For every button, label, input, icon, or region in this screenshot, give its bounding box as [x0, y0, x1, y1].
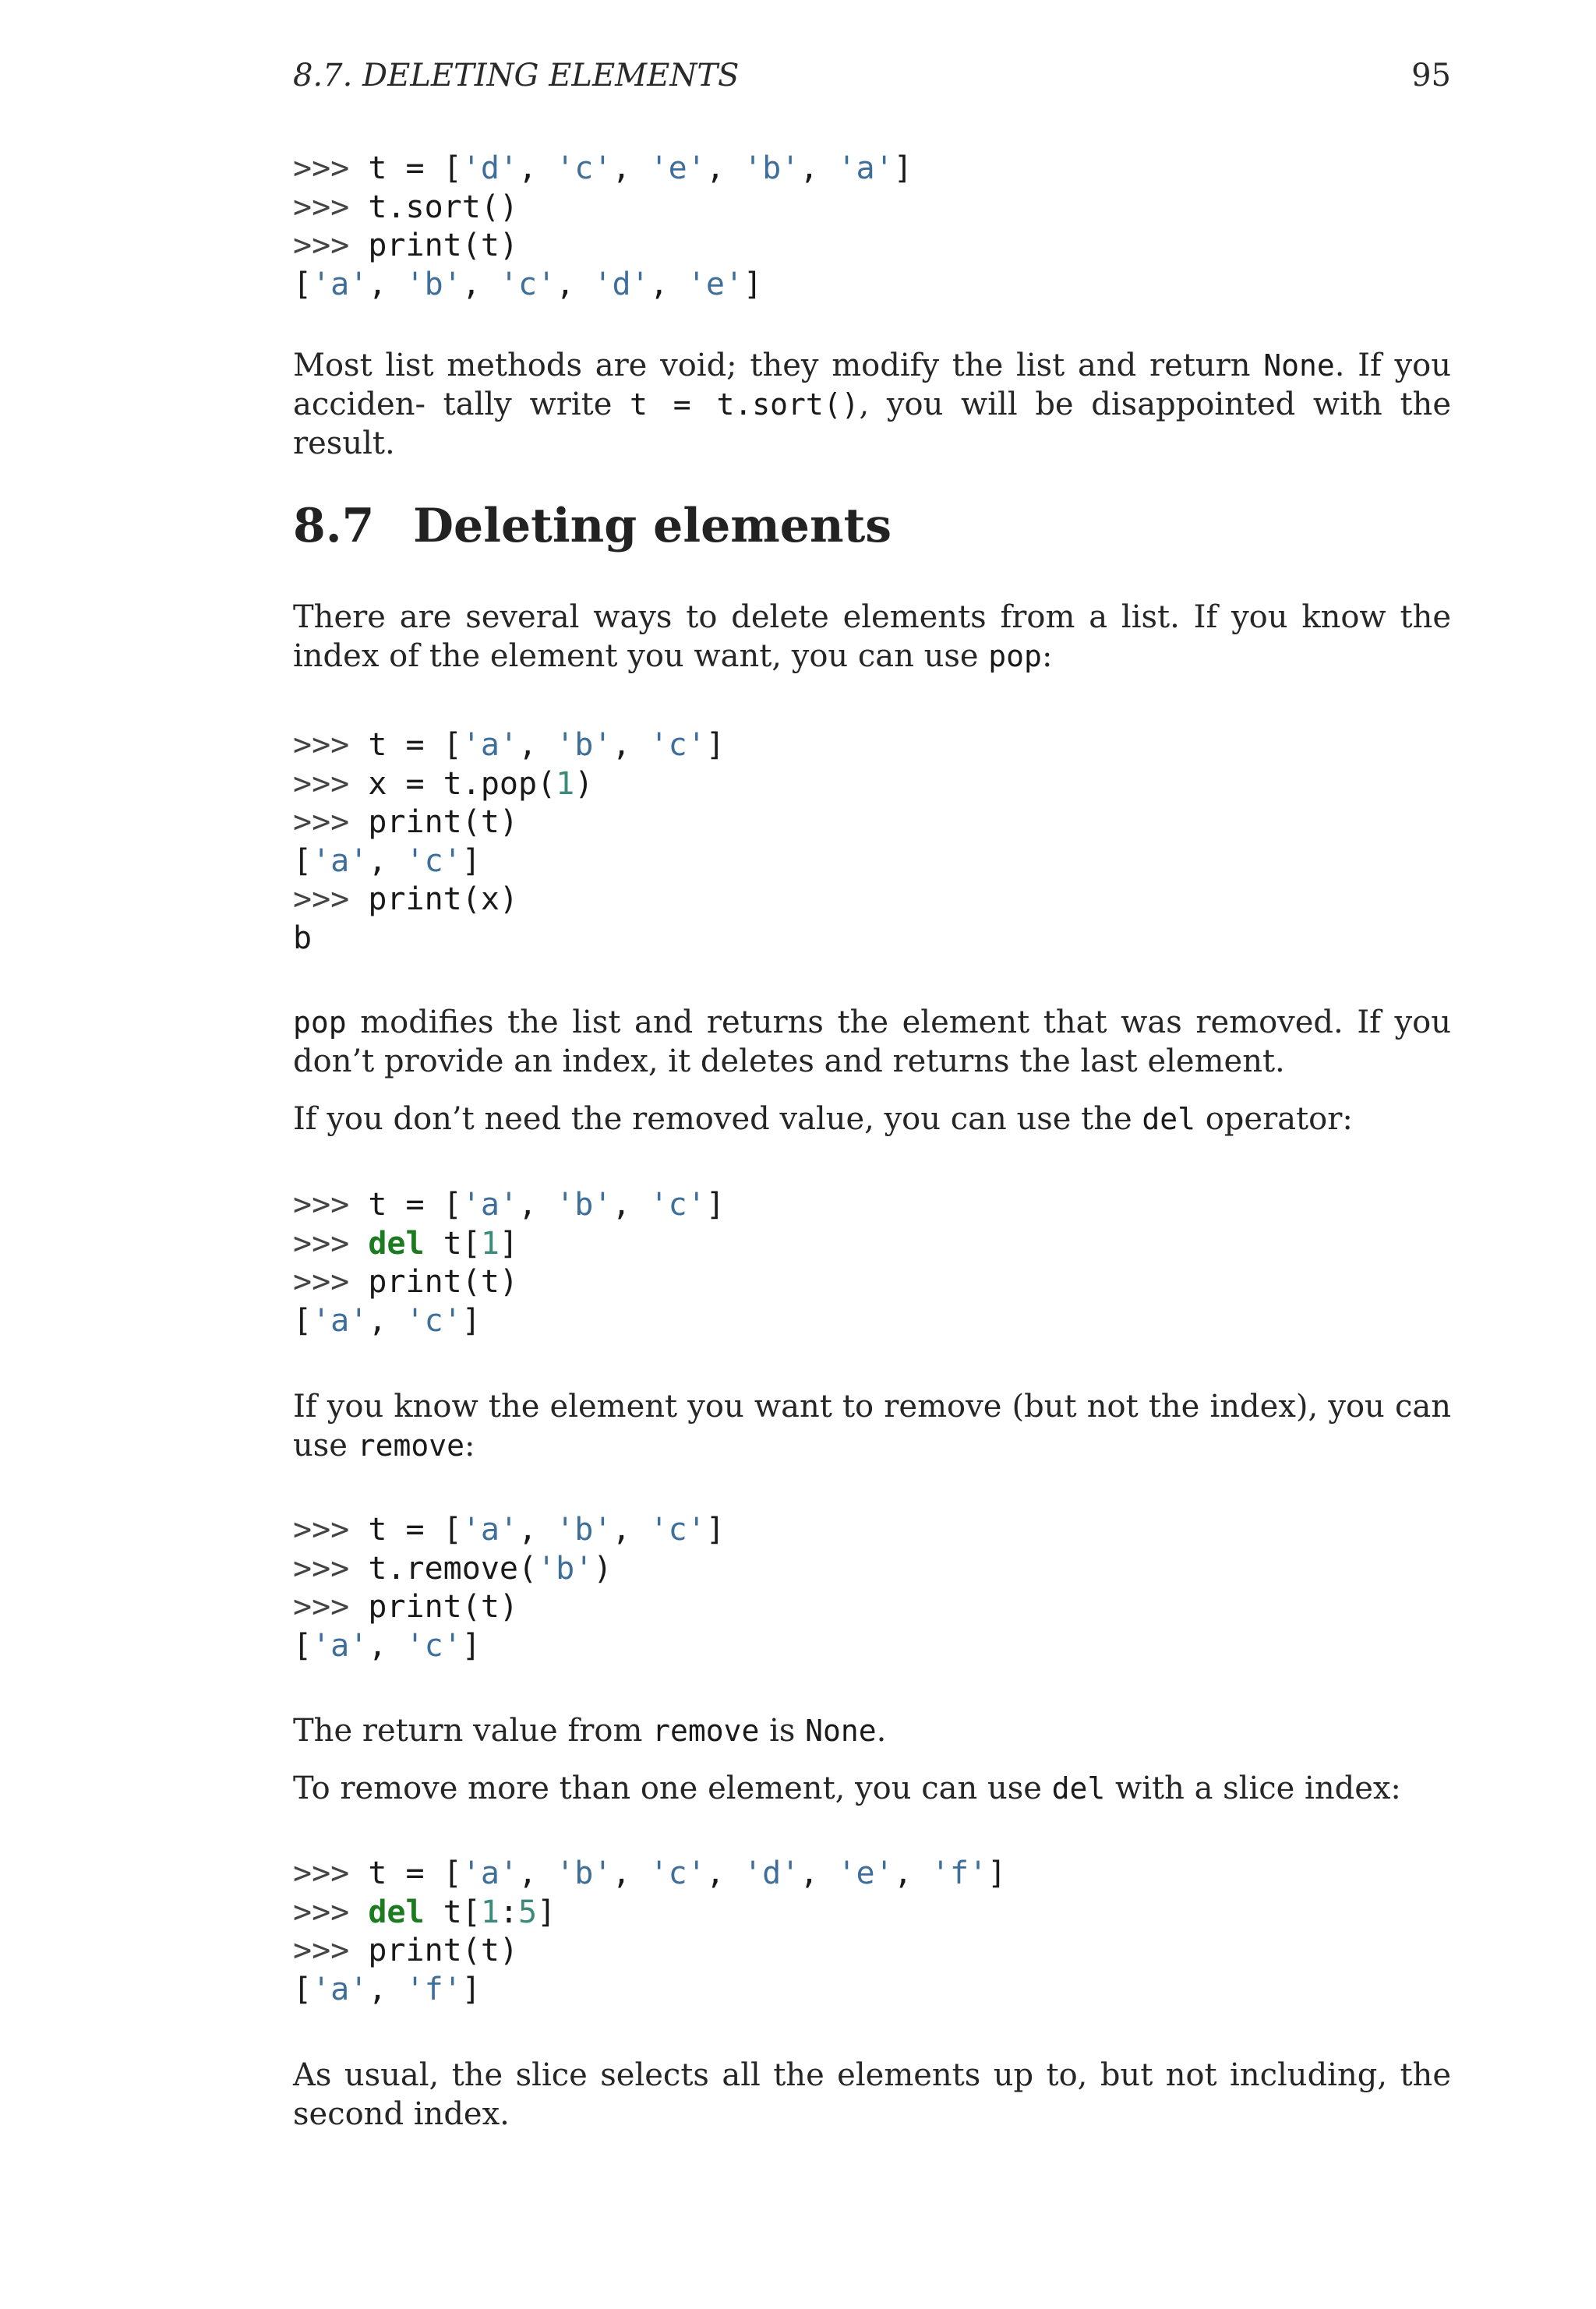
code-token: x = t.pop(: [368, 765, 556, 802]
code-line: [293, 189, 913, 228]
section-heading: [293, 499, 892, 553]
code-token: 'a': [312, 1627, 369, 1664]
paragraph-text: is: [759, 1713, 806, 1749]
code-token: 5: [518, 1894, 538, 1930]
paragraph: [293, 1387, 1451, 1465]
inline-code: del: [1051, 1771, 1106, 1806]
code-token: ]: [893, 150, 913, 186]
code-token: t = [: [368, 1187, 462, 1223]
code-line: [293, 920, 725, 959]
code-line: [293, 227, 913, 266]
code-token: >>>: [293, 765, 369, 802]
paragraph-text: If you don’t need the removed value, you can use the: [293, 1101, 1142, 1137]
code-token: ,: [800, 1855, 838, 1891]
code-token: print(t): [368, 1264, 518, 1300]
section-title: Deleting elements: [413, 499, 892, 553]
code-token: 'a': [837, 150, 894, 186]
code-token: 'a': [312, 842, 369, 879]
code-token: 'b': [537, 1550, 594, 1587]
paragraph: [293, 1100, 1451, 1139]
code-line: [293, 1588, 725, 1627]
code-token: 'b': [556, 1855, 613, 1891]
code-token: t = [: [368, 1855, 462, 1891]
code-token: t[: [424, 1225, 481, 1262]
code-token: >>>: [293, 228, 369, 263]
code-line: [293, 1263, 725, 1302]
running-title: 8.7. DELETING ELEMENTS: [293, 58, 740, 94]
code-token: 'a': [461, 1855, 518, 1891]
code-token: del: [368, 1894, 425, 1930]
code-token: ,: [705, 150, 744, 186]
code-token: ]: [987, 1855, 1007, 1891]
paragraph-text: , you will be disappointed with the result.: [293, 387, 1451, 461]
paragraph: [293, 1769, 1451, 1808]
code-token: ]: [705, 1187, 725, 1223]
code-token: 'c': [649, 1855, 706, 1891]
code-token: 'a': [461, 1187, 518, 1223]
code-token: ,: [705, 1855, 744, 1891]
code-line: [293, 1302, 725, 1341]
paragraph-text: operator:: [1195, 1101, 1353, 1137]
code-line: [293, 1932, 1006, 1971]
paragraph: [293, 1003, 1451, 1081]
code-line: [293, 1894, 1006, 1933]
code-token: >>>: [293, 1550, 369, 1587]
code-line: [293, 803, 725, 842]
running-header: [293, 58, 1451, 94]
code-token: 'f': [405, 1971, 462, 2007]
code-token: >>>: [293, 1512, 369, 1548]
inline-code: remove: [652, 1714, 760, 1748]
code-block: [293, 1855, 1006, 2009]
code-token: [: [293, 1302, 312, 1339]
code-token: >>>: [293, 1894, 369, 1930]
code-token: ]: [705, 727, 725, 763]
code-block: [293, 726, 725, 958]
page-number: 95: [1411, 58, 1451, 94]
code-token: 'b': [743, 150, 800, 186]
code-token: ,: [461, 266, 500, 302]
code-token: ,: [612, 727, 650, 763]
code-token: >>>: [293, 1264, 369, 1300]
code-token: 'd': [743, 1855, 800, 1891]
code-line: [293, 1225, 725, 1264]
code-token: 'c': [405, 1302, 462, 1339]
code-token: >>>: [293, 1855, 369, 1891]
code-token: ]: [743, 266, 763, 302]
code-token: ,: [518, 1187, 556, 1223]
inline-code: del: [1142, 1102, 1195, 1136]
code-block: [293, 1186, 725, 1340]
code-token: b: [293, 920, 312, 956]
code-token: ]: [499, 1225, 519, 1262]
inline-code: pop: [293, 1005, 347, 1040]
code-token: >>>: [293, 1933, 369, 1968]
code-line: [293, 1186, 725, 1225]
paragraph-text: Most list methods are void; they modify the list and return: [293, 348, 1264, 383]
paragraph: [293, 598, 1451, 676]
code-token: ,: [368, 1302, 406, 1339]
code-token: 'b': [556, 1187, 613, 1223]
code-token: 'c': [649, 727, 706, 763]
code-token: 'b': [405, 266, 462, 302]
code-token: 1: [556, 765, 575, 802]
code-block: [293, 150, 913, 304]
code-block: [293, 1511, 725, 1665]
code-token: [: [293, 1971, 312, 2007]
code-token: 'c': [649, 1187, 706, 1223]
code-token: del: [368, 1225, 425, 1262]
code-token: 'c': [405, 842, 462, 879]
code-token: 'd': [461, 150, 518, 186]
code-token: :: [499, 1894, 519, 1930]
code-token: 1: [480, 1894, 500, 1930]
code-token: t[: [424, 1894, 481, 1930]
code-token: ]: [537, 1894, 556, 1930]
code-token: t = [: [368, 727, 462, 763]
code-token: >>>: [293, 1589, 369, 1625]
code-token: t.sort(): [368, 189, 518, 225]
code-token: >>>: [293, 881, 369, 917]
inline-code: None: [1263, 348, 1335, 383]
code-token: ]: [461, 1302, 481, 1339]
code-token: [: [293, 266, 312, 302]
paragraph-text: To remove more than one element, you can use: [293, 1771, 1052, 1806]
paragraph-text: .: [876, 1713, 887, 1749]
section-number: 8.7: [293, 499, 375, 553]
code-token: ]: [461, 842, 481, 879]
code-line: [293, 726, 725, 765]
paragraph: [293, 346, 1451, 463]
code-token: 'a': [312, 1302, 369, 1339]
code-line: [293, 1627, 725, 1666]
code-token: ,: [612, 1512, 650, 1548]
code-token: 'a': [461, 727, 518, 763]
code-token: print(t): [368, 804, 518, 840]
code-token: print(t): [368, 1933, 518, 1968]
paragraph: [293, 1711, 1451, 1750]
inline-code: t = t.sort(): [630, 387, 860, 422]
code-token: t = [: [368, 1512, 462, 1548]
code-token: ,: [518, 1855, 556, 1891]
code-token: ,: [518, 727, 556, 763]
code-line: [293, 1511, 725, 1550]
code-token: 'a': [312, 266, 369, 302]
code-line: [293, 1550, 725, 1589]
code-token: ,: [368, 842, 406, 879]
code-token: >>>: [293, 150, 369, 186]
code-line: [293, 1855, 1006, 1894]
code-token: ,: [612, 150, 650, 186]
paragraph-text: As usual, the slice selects all the elements up to, but not including, the second index.: [293, 2057, 1451, 2132]
code-token: print(x): [368, 881, 518, 917]
code-token: 'b': [556, 727, 613, 763]
code-token: 'e': [837, 1855, 894, 1891]
code-token: ]: [705, 1512, 725, 1548]
paragraph-text: If you know the element you want to remove (but not the index), you can use: [293, 1389, 1451, 1463]
code-token: ,: [368, 1971, 406, 2007]
paragraph-text: The return value from: [293, 1713, 653, 1749]
code-token: ,: [556, 266, 594, 302]
inline-code: remove: [357, 1428, 464, 1463]
code-token: ,: [800, 150, 838, 186]
code-token: ]: [461, 1971, 481, 2007]
code-token: 'b': [556, 1512, 613, 1548]
code-token: [: [293, 842, 312, 879]
code-token: [: [293, 1627, 312, 1664]
code-token: t = [: [368, 150, 462, 186]
code-token: 1: [480, 1225, 500, 1262]
inline-code: None: [805, 1714, 877, 1748]
code-token: 'e': [649, 150, 706, 186]
code-token: ,: [893, 1855, 931, 1891]
code-token: 'f': [930, 1855, 988, 1891]
code-line: [293, 881, 725, 920]
code-token: print(t): [368, 228, 518, 263]
code-token: ,: [612, 1187, 650, 1223]
code-line: [293, 150, 913, 189]
paragraph-text: modifies the list and returns the element that was removed. If you don’t provide an index, it deletes and returns the last element.: [293, 1004, 1451, 1079]
inline-code: pop: [988, 639, 1042, 673]
paragraph-text: There are several ways to delete elements from a list. If you know the index of the element you want, you can use: [293, 599, 1451, 674]
code-line: [293, 266, 913, 305]
code-line: [293, 842, 725, 881]
code-token: 'd': [593, 266, 650, 302]
code-token: 'c': [405, 1627, 462, 1664]
code-token: 'a': [461, 1512, 518, 1548]
code-token: ,: [368, 266, 406, 302]
code-token: 'c': [556, 150, 613, 186]
code-token: ,: [368, 1627, 406, 1664]
code-token: 'c': [499, 266, 556, 302]
code-token: print(t): [368, 1589, 518, 1625]
paragraph-text: with a slice index:: [1105, 1771, 1401, 1806]
code-token: ]: [461, 1627, 481, 1664]
code-token: >>>: [293, 727, 369, 763]
code-token: ): [593, 1550, 613, 1587]
code-token: >>>: [293, 804, 369, 840]
paragraph-text: :: [464, 1428, 475, 1463]
code-token: >>>: [293, 1187, 369, 1223]
code-line: [293, 765, 725, 804]
code-token: ): [574, 765, 594, 802]
code-token: t.remove(: [368, 1550, 538, 1587]
paragraph-text: . If you acciden- tally write: [293, 348, 1451, 422]
paragraph-text: :: [1041, 638, 1053, 674]
code-token: 'e': [687, 266, 744, 302]
code-line: [293, 1971, 1006, 2010]
code-token: ,: [518, 1512, 556, 1548]
code-token: >>>: [293, 189, 369, 225]
paragraph: [293, 2056, 1451, 2134]
code-token: 'a': [312, 1971, 369, 2007]
code-token: ,: [612, 1855, 650, 1891]
code-token: ,: [649, 266, 687, 302]
code-token: ,: [518, 150, 556, 186]
code-token: 'c': [649, 1512, 706, 1548]
code-token: >>>: [293, 1225, 369, 1262]
